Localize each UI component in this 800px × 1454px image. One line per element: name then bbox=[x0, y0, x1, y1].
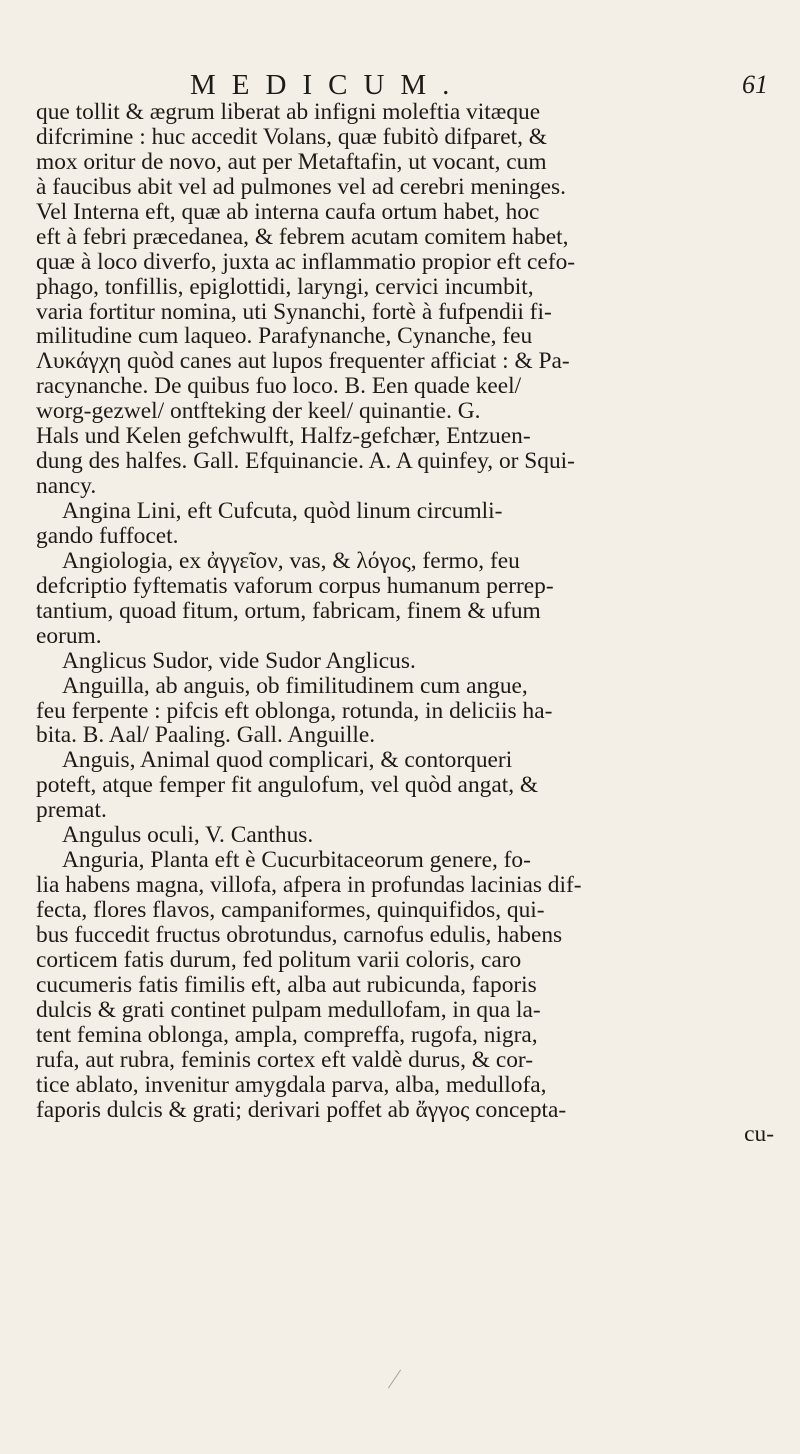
text-line: militudine cum laqueo. Parafynanche, Cynanche, feu bbox=[36, 323, 533, 350]
entry-headword-line: Anguria, Planta eft è Cucurbitaceorum genere, fo- bbox=[62, 847, 531, 874]
running-head: MEDICUM. bbox=[190, 69, 466, 101]
text-line: quæ à loco diverfo, juxta ac inflammatio propior eft cefo- bbox=[36, 248, 576, 275]
text-line: dung des halfes. Gall. Efquinancie. A. A quinfey, or Squi- bbox=[36, 448, 575, 475]
catchword: cu- bbox=[744, 1121, 774, 1148]
text-line: varia fortitur nomina, uti Synanchi, fortè à fufpendii fi- bbox=[36, 298, 552, 325]
text-line: fecta, flores flavos, campaniformes, quinquifidos, qui- bbox=[36, 897, 545, 923]
text-line: corticem fatis durum, fed politum varii coloris, caro bbox=[36, 946, 522, 973]
text-line: difcrimine : huc accedit Volans, quæ fubitò difparet, & bbox=[36, 123, 548, 150]
entry-headword-line: Anguilla, ab anguis, ob fimilitudinem cum angue, bbox=[62, 672, 528, 699]
pencil-mark bbox=[388, 1370, 401, 1389]
text-line: que tollit & ægrum liberat ab infigni moleftia vitæque bbox=[36, 99, 541, 125]
text-line: tent femina oblonga, ampla, compreffa, rugofa, nigra, bbox=[36, 1021, 538, 1048]
text-line: tantium, quoad fitum, ortum, fabricam, finem & ufum bbox=[36, 597, 541, 624]
text-line: cucumeris fatis fimilis eft, alba aut rubicunda, faporis bbox=[36, 971, 537, 998]
text-line: rufa, aut rubra, feminis cortex eft valdè durus, & cor- bbox=[36, 1046, 534, 1073]
text-line: gando fuffocet. bbox=[36, 522, 179, 549]
text-line: bita. B. Aal/ Paaling. Gall. Anguille. bbox=[36, 722, 376, 749]
text-line: poteft, atque femper fit angulofum, vel quòd angat, & bbox=[36, 772, 539, 799]
text-line: defcriptio fyftematis vaforum corpus humanum perrep- bbox=[36, 572, 554, 599]
text-line: à faucibus abit vel ad pulmones vel ad cerebri meninges. bbox=[36, 173, 567, 200]
text-line: eft à febri præcedanea, & febrem acutam comitem habet, bbox=[36, 223, 569, 250]
text-line: dulcis & grati continet pulpam medullofam, in qua la- bbox=[36, 996, 541, 1023]
text-line: Hals und Kelen gefchwulft, Halfz-gefchær, Entzuen- bbox=[36, 423, 531, 450]
dictionary-text bbox=[36, 100, 774, 1147]
entry-headword-line: Anguis, Animal quod complicari, & contorqueri bbox=[62, 747, 513, 774]
text-line: bus fuccedit fructus obrotundus, carnofus edulis, habens bbox=[36, 921, 563, 948]
text-line: Vel Interna eft, quæ ab interna caufa ortum habet, hoc bbox=[36, 198, 540, 225]
text-line: worg-gezwel/ ontfteking der keel/ quinantie. G. bbox=[36, 398, 481, 425]
text-line: tice ablato, invenitur amygdala parva, alba, medullofa, bbox=[36, 1071, 547, 1098]
page-number: 61 bbox=[742, 70, 768, 99]
text-line: phago, tonfillis, epiglottidi, laryngi, cervici incumbit, bbox=[36, 273, 534, 300]
text-line: racynanche. De quibus fuo loco. B. Een quade keel/ bbox=[36, 373, 522, 400]
text-line: feu ferpente : pifcis eft oblonga, rotunda, in deliciis ha- bbox=[36, 697, 553, 724]
text-line: eorum. bbox=[36, 622, 102, 649]
entry-headword-line: Angina Lini, eft Cufcuta, quòd linum circumli- bbox=[62, 498, 503, 524]
entry-headword-line: Angulus oculi, V. Canthus. bbox=[62, 822, 314, 849]
page-header bbox=[0, 68, 800, 102]
text-line: lia habens magna, villofa, afpera in profundas lacinias dif- bbox=[36, 872, 582, 899]
entry-headword-line: Angiologia, ex ἀγγεῖον, vas, & λόγος, fermo, feu bbox=[62, 547, 520, 574]
text-line: mox oritur de novo, aut per Metaftafin, ut vocant, cum bbox=[36, 148, 547, 175]
text-line: nancy. bbox=[36, 473, 97, 500]
text-line: faporis dulcis & grati; derivari poffet ab ἄγγος concepta- bbox=[36, 1096, 567, 1123]
text-line: premat. bbox=[36, 797, 107, 824]
entry-headword-line: Anglicus Sudor, vide Sudor Anglicus. bbox=[62, 647, 416, 674]
text-line: Λυκάγχη quòd canes aut lupos frequenter afficiat : & Pa- bbox=[36, 348, 570, 375]
